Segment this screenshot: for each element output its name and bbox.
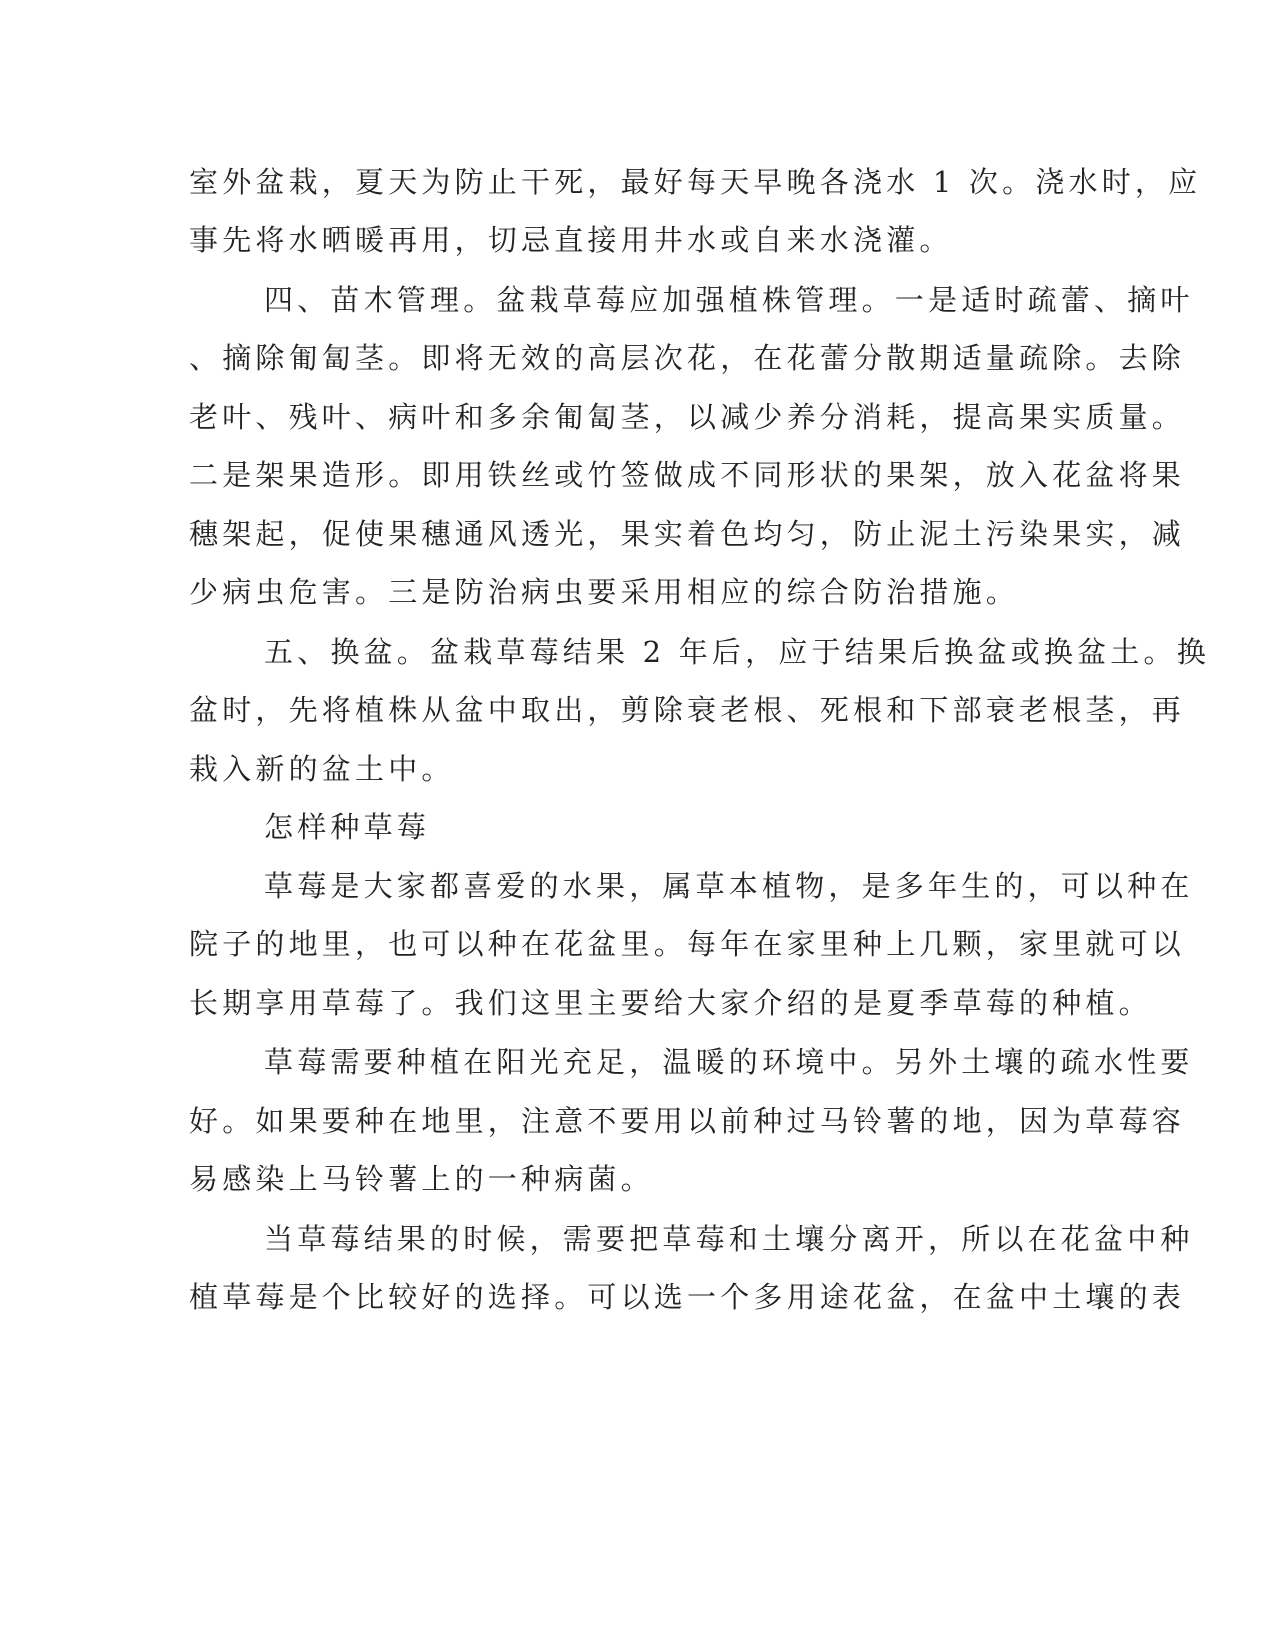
section-heading: 怎样种草莓 (264, 810, 431, 844)
text-line: 好。如果要种在地里，注意不要用以前种过马铃薯的地，因为草莓容 (189, 1104, 1186, 1138)
text-line: 少病虫危害。三是防治病虫要采用相应的综合防治措施。 (189, 575, 1020, 609)
text-line: 事先将水晒暖再用，切忌直接用井水或自来水浇灌。 (189, 223, 953, 257)
paragraph-start-line: 当草莓结果的时候，需要把草莓和土壤分离开，所以在花盆中种 (264, 1222, 1194, 1256)
paragraph-start-line: 四、苗木管理。盆栽草莓应加强植株管理。一是适时疏蕾、摘叶 (264, 283, 1194, 317)
paragraph-start-line: 草莓需要种植在阳光充足，温暖的环境中。另外土壤的疏水性要 (264, 1045, 1194, 1079)
text-line: 穗架起，促使果穗通风透光，果实着色均匀，防止泥土污染果实，减 (189, 517, 1186, 551)
text-line: 盆时，先将植株从盆中取出，剪除衰老根、死根和下部衰老根茎，再 (189, 693, 1186, 727)
text-line: 栽入新的盆土中。 (189, 752, 455, 786)
text-line: 、摘除匍匐茎。即将无效的高层次花，在花蕾分散期适量疏除。去除 (189, 341, 1186, 375)
text-line: 室外盆栽，夏天为防止干死，最好每天早晚各浇水 1 次。浇水时，应 (189, 165, 1202, 199)
text-line: 二是架果造形。即用铁丝或竹签做成不同形状的果架，放入花盆将果 (189, 458, 1186, 492)
text-line: 院子的地里，也可以种在花盆里。每年在家里种上几颗，家里就可以 (189, 927, 1186, 961)
text-line: 长期享用草莓了。我们这里主要给大家介绍的是夏季草莓的种植。 (189, 986, 1152, 1020)
paragraph-start-line: 五、换盆。盆栽草莓结果 2 年后，应于结果后换盆或换盆土。换 (264, 635, 1210, 669)
text-line: 植草莓是个比较好的选择。可以选一个多用途花盆，在盆中土壤的表 (189, 1280, 1186, 1314)
text-line: 老叶、残叶、病叶和多余匍匐茎，以减少养分消耗，提高果实质量。 (189, 400, 1186, 434)
paragraph-start-line: 草莓是大家都喜爱的水果，属草本植物，是多年生的，可以种在 (264, 869, 1194, 903)
text-line: 易感染上马铃薯上的一种病菌。 (189, 1162, 654, 1196)
